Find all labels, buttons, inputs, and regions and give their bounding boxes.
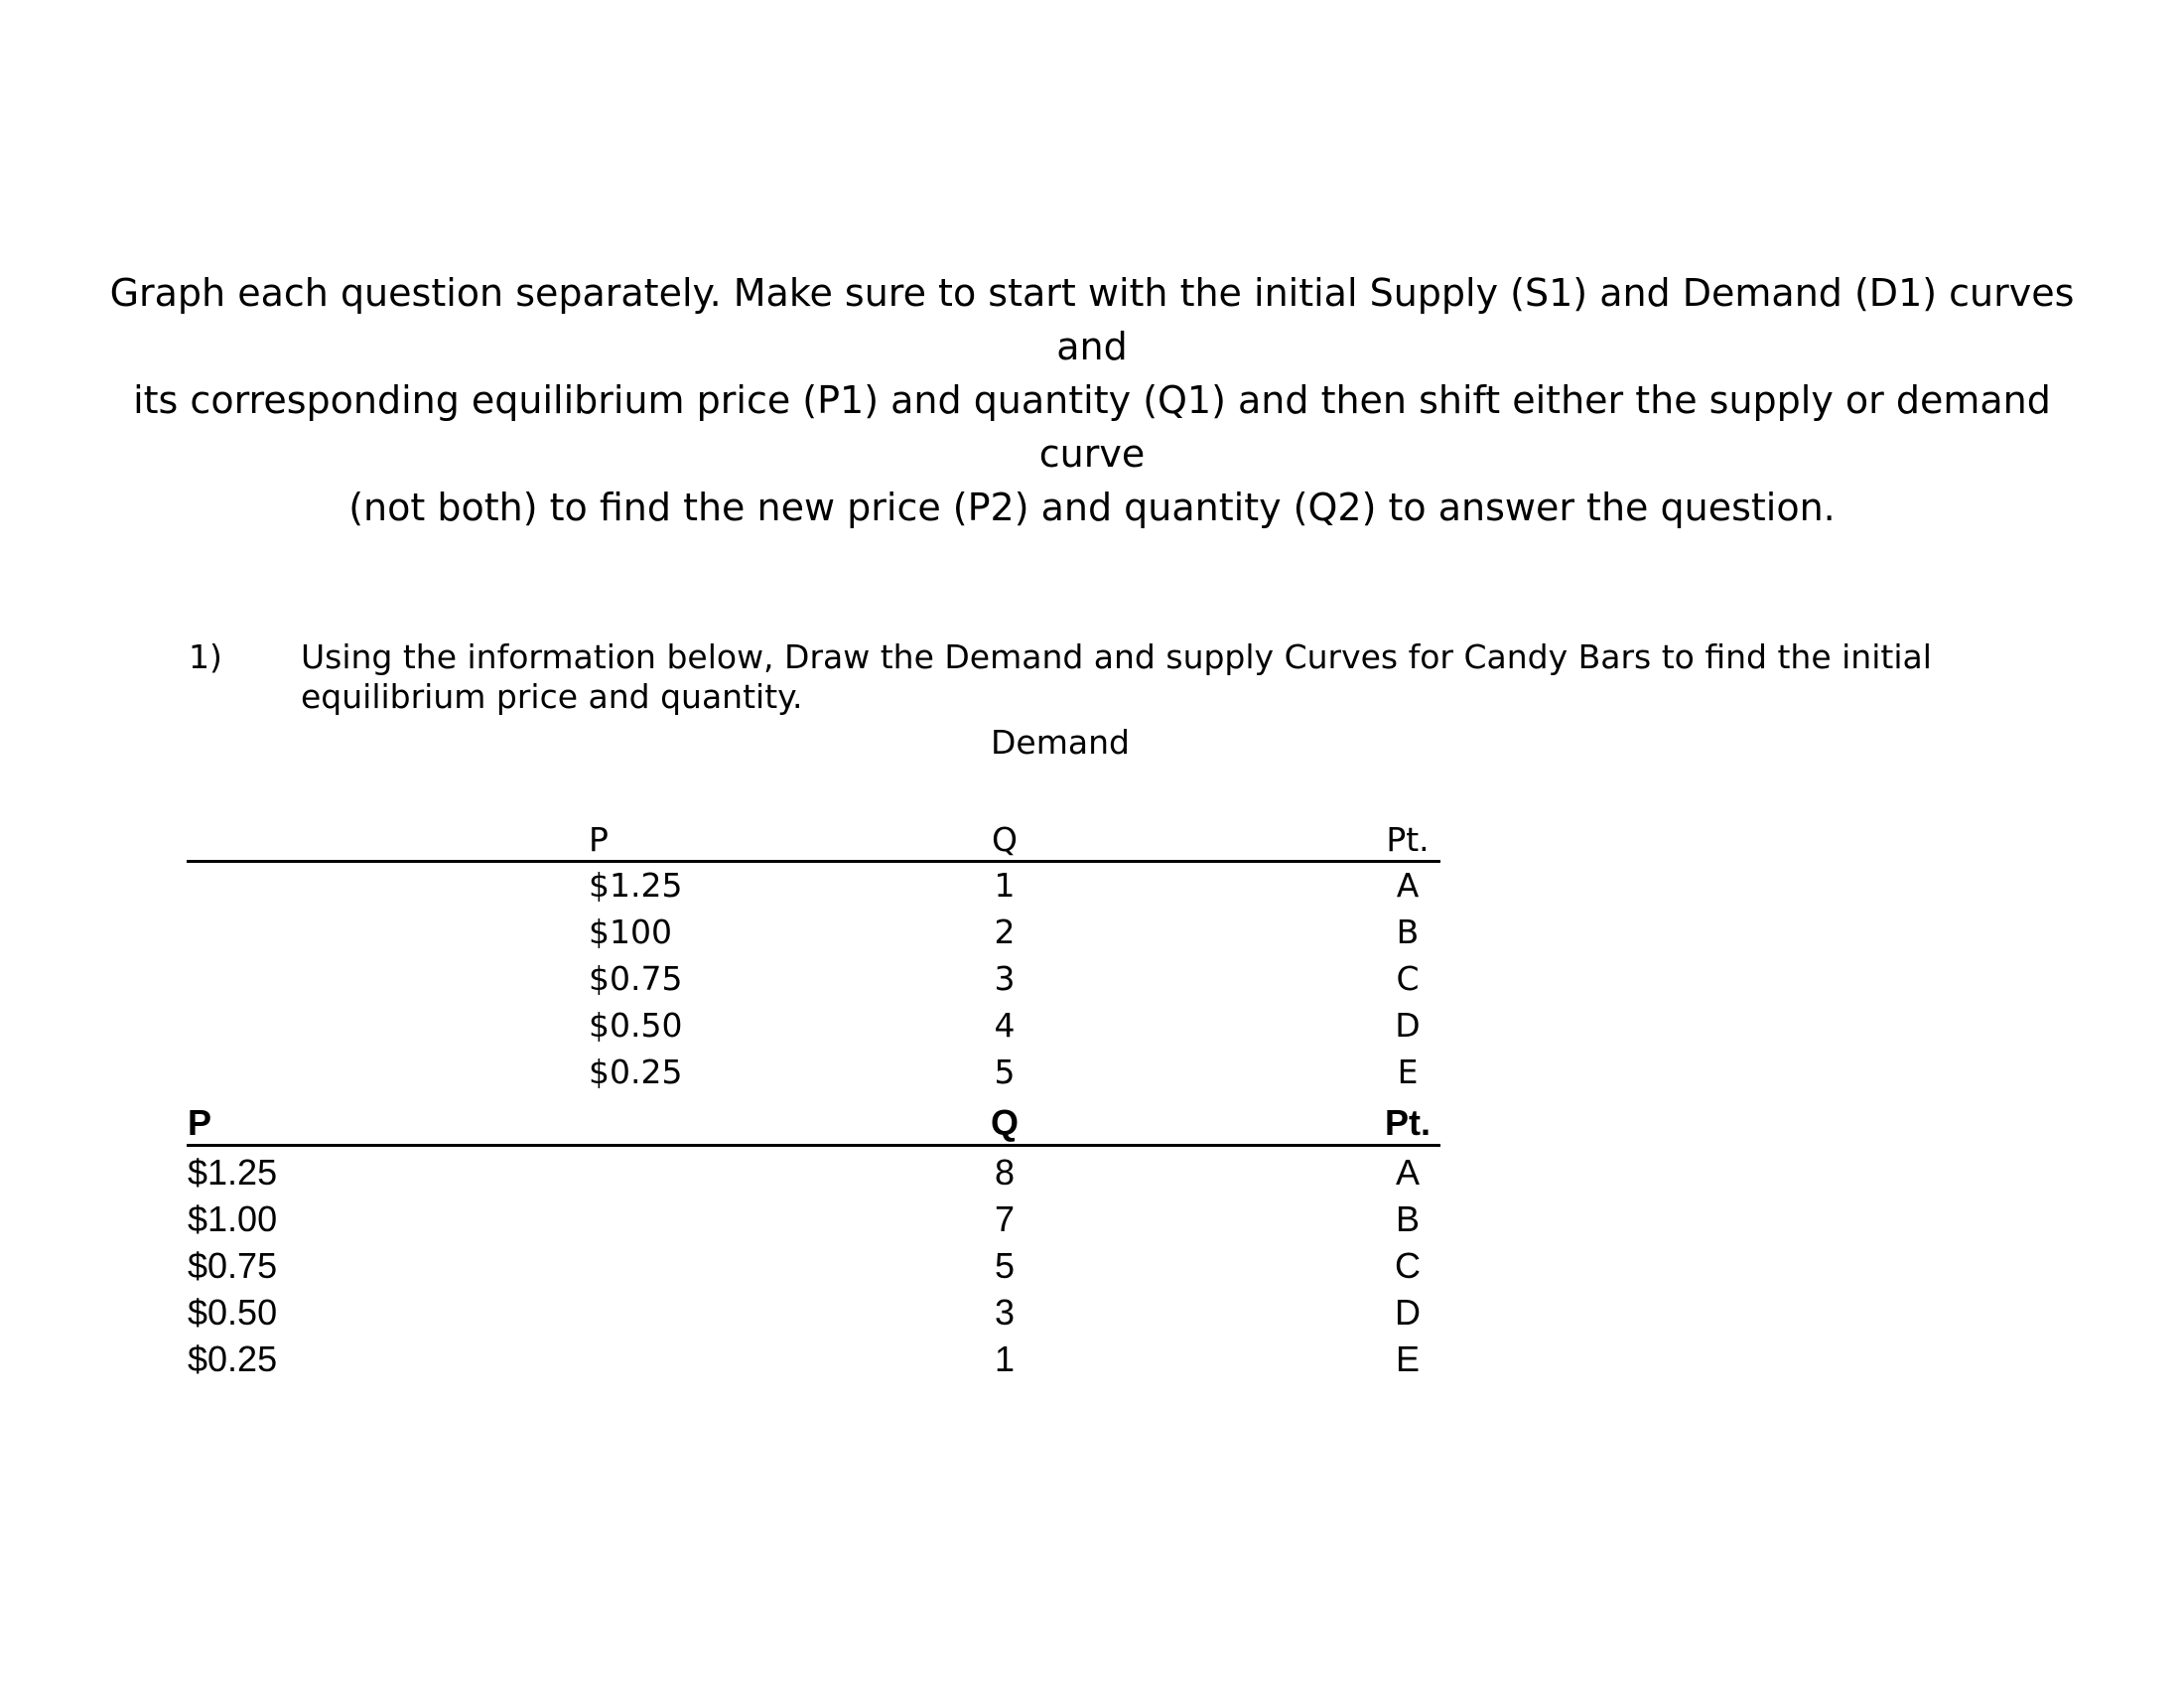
demand-quantity-cell: 1 [994,866,1016,905]
supply-point-cell: A [1395,1152,1421,1193]
supply-quantity-cell: 3 [994,1292,1016,1333]
demand-table-title: Demand [991,723,1130,762]
demand-header-quantity: Q [992,820,1018,859]
demand-quantity-cell: 2 [994,913,1016,951]
demand-point-cell: C [1396,959,1420,998]
supply-header-quantity: Q [990,1102,1020,1143]
supply-point-cell: D [1395,1292,1421,1333]
demand-price-cell: $0.25 [589,1053,683,1091]
demand-header-rule [187,860,1440,863]
supply-price-cell: $1.00 [188,1198,278,1239]
question-text [301,637,1988,717]
supply-quantity-cell: 1 [994,1338,1016,1379]
demand-price-cell: $0.75 [589,959,683,998]
demand-quantity-cell: 3 [994,959,1016,998]
supply-quantity-cell: 7 [994,1198,1016,1239]
supply-header-rule [187,1144,1440,1147]
demand-quantity-cell: 4 [994,1006,1016,1045]
question-number: 1) [189,637,222,676]
instructions-line: Graph each question separately. Make sure to start with the initial Supply (S1) and Demand (D1) curves and [109,271,2075,368]
demand-price-cell: $0.50 [589,1006,683,1045]
supply-header-price: P [188,1102,212,1143]
supply-point-cell: C [1395,1245,1421,1286]
supply-quantity-cell: 5 [994,1245,1016,1286]
question-text-line: Using the information below, Draw the Demand and supply Curves for Candy Bars to find the initial [301,637,1932,676]
instructions-line: (not both) to find the new price (P2) and quantity (Q2) to answer the question. [348,486,1836,529]
supply-price-cell: $0.50 [188,1292,278,1333]
demand-price-cell: $1.25 [589,866,683,905]
demand-point-cell: E [1397,1053,1419,1091]
instructions-paragraph [109,266,2075,534]
demand-price-cell: $100 [589,913,672,951]
question-text-line: equilibrium price and quantity. [301,677,803,716]
demand-quantity-cell: 5 [994,1053,1016,1091]
demand-header-point: Pt. [1386,820,1430,859]
demand-point-cell: D [1395,1006,1421,1045]
demand-point-cell: A [1396,866,1420,905]
supply-point-cell: B [1395,1198,1421,1239]
supply-price-cell: $0.25 [188,1338,278,1379]
supply-price-cell: $1.25 [188,1152,278,1193]
demand-point-cell: B [1396,913,1420,951]
supply-quantity-cell: 8 [994,1152,1016,1193]
supply-point-cell: E [1395,1338,1421,1379]
instructions-line: its corresponding equilibrium price (P1) and quantity (Q1) and then shift either the supply or demand curve [133,378,2051,476]
demand-header-price: P [589,820,609,859]
supply-price-cell: $0.75 [188,1245,278,1286]
supply-header-point: Pt. [1384,1102,1432,1143]
